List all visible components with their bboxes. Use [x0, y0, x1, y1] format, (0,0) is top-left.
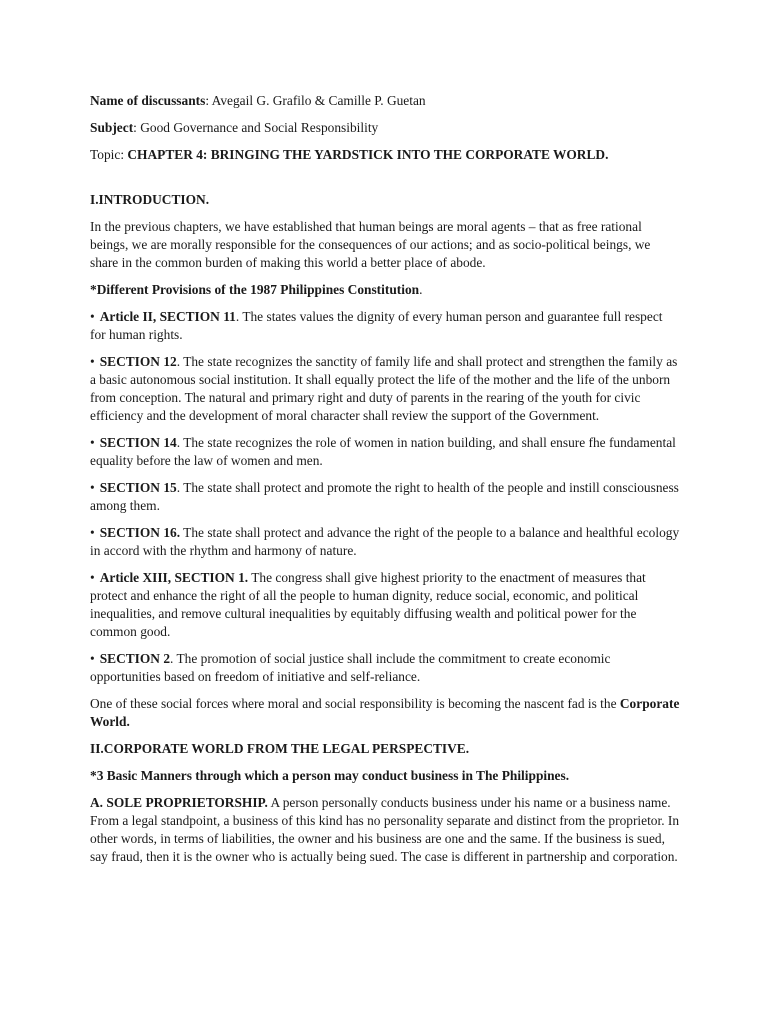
topic-value: CHAPTER 4: BRINGING THE YARDSTICK INTO THE CORPORATE WORLD. — [127, 147, 609, 162]
sole-proprietorship-label: A. SOLE PROPRIETORSHIP. — [90, 795, 268, 810]
subject-line — [90, 119, 680, 137]
subject-label: Subject — [90, 120, 134, 135]
corporate-heading: II.CORPORATE WORLD FROM THE LEGAL PERSPECTIVE. — [90, 741, 470, 756]
provision-item — [90, 524, 680, 560]
document-body — [90, 92, 680, 875]
topic-label: Topic — [90, 147, 121, 162]
introduction-paragraph: In the previous chapters, we have established that human beings are moral agents – that as free rational beings, we are morally responsible for the consequences of our actions; and as socio-political beings, we share in the common burden of making this world a better place of abode. — [90, 219, 651, 270]
provision-label: Article XIII, SECTION 1. — [99, 570, 249, 585]
sole-proprietorship-text: A person personally conducts business under his name or a business name. From a legal standpoint, a business of this kind has no personality separate and distinct from the proprietor. In other words, in terms of liabilities, the owner and his business are one and the same. If the business is sued, say fraud, then it is the owner who is actually being sued. The case is different in partnership and corporation. — [90, 795, 680, 864]
provision-label: SECTION 12 — [99, 354, 177, 369]
discussants-value: : Avegail G. Grafilo & Camille P. Guetan — [205, 93, 426, 108]
provision-text: . The states values the dignity of every human person and guarantee full respect for human rights. — [90, 309, 663, 342]
provisions-heading-line — [90, 281, 680, 299]
spacer — [90, 173, 680, 191]
discussants-line — [90, 92, 680, 110]
introduction-heading: I.INTRODUCTION. — [90, 192, 210, 207]
topic-line — [90, 146, 680, 164]
closing-text: One of these social forces where moral and social responsibility is becoming the nascent fad is the — [90, 696, 620, 711]
sole-proprietorship-paragraph — [90, 794, 680, 866]
provisions-heading: *Different Provisions of the 1987 Philippines Constitution — [90, 282, 420, 297]
closing-bold: Corporate World. — [90, 696, 680, 729]
provision-label: SECTION 16. — [99, 525, 181, 540]
provision-label: SECTION 15 — [99, 480, 177, 495]
topic-separator: : — [120, 147, 128, 162]
provision-label: Article II, SECTION 11 — [99, 309, 236, 324]
provision-item — [90, 353, 680, 425]
provision-item — [90, 650, 680, 686]
discussants-label: Name of discussants — [90, 93, 206, 108]
provision-item — [90, 308, 680, 344]
corporate-world-intro — [90, 695, 680, 731]
provision-text: . The state recognizes the role of women in nation building, and shall ensure fhe fundamental equality before the law of women and men. — [90, 435, 676, 468]
provision-item — [90, 434, 680, 470]
corporate-subheading: *3 Basic Manners through which a person may conduct business in The Philippines. — [90, 768, 570, 783]
provision-item — [90, 569, 680, 641]
provision-text: The congress shall give highest priority to the enactment of measures that protect and enhance the right of all the people to human dignity, reduce social, economic, and political inequalities, and remove cultural inequalities by equitably diffusing wealth and political power for the common good. — [90, 570, 646, 639]
provision-item — [90, 479, 680, 515]
provision-text: . The promotion of social justice shall include the commitment to create economic opportunities based on freedom of initiative and self-reliance. — [90, 651, 611, 684]
provisions-heading-end: . — [419, 282, 423, 297]
provision-text: . The state shall protect and promote the right to health of the people and instill consciousness among them. — [90, 480, 679, 513]
subject-value: : Good Governance and Social Responsibility — [133, 120, 379, 135]
provision-label: SECTION 14 — [99, 435, 177, 450]
provision-text: . The state recognizes the sanctity of family life and shall protect and strengthen the family as a basic autonomous social institution. It shall equally protect the life of the mother and the life of the unborn from conception. The natural and primary right and duty of parents in the rearing of the youth for civic efficiency and the development of moral character shall review the support of the Government. — [90, 354, 678, 423]
provision-label: SECTION 2 — [99, 651, 171, 666]
provision-text: The state shall protect and advance the right of the people to a balance and healthful ecology in accord with the rhythm and harmony of nature. — [90, 525, 680, 558]
